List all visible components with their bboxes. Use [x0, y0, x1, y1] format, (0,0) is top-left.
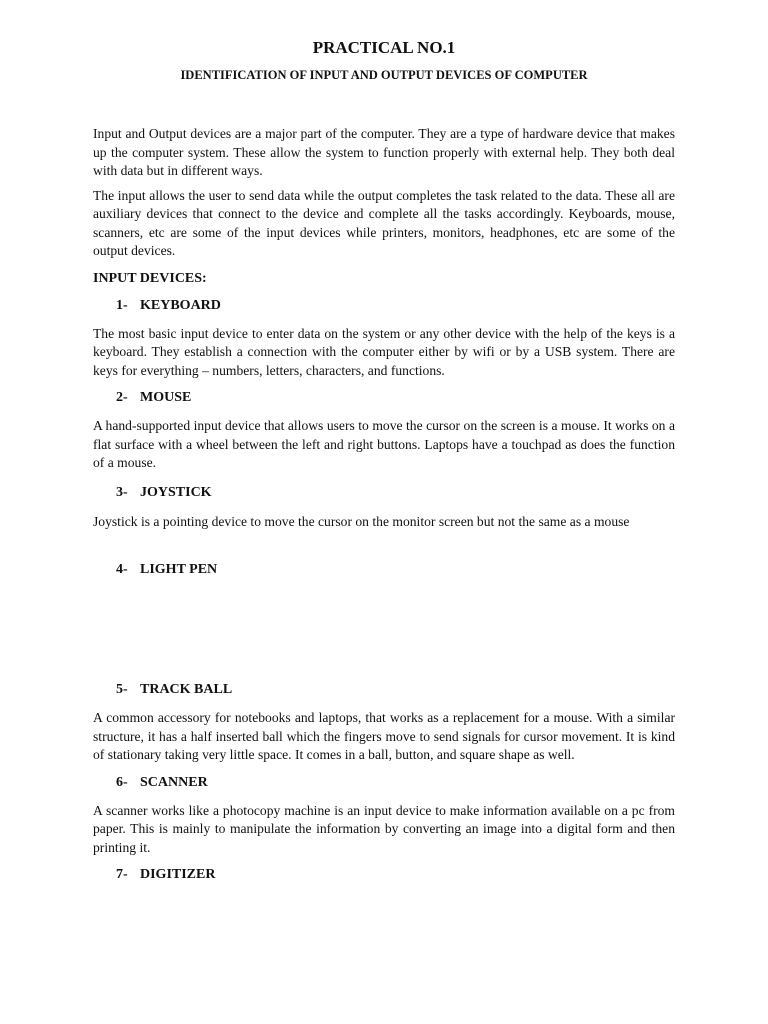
page-subtitle: IDENTIFICATION OF INPUT AND OUTPUT DEVICES OF COMPUTER: [180, 68, 588, 82]
item-description-joystick: Joystick is a pointing device to move the cursor on the monitor screen but not the same as a mouse: [93, 513, 630, 529]
item-number: 7-: [116, 867, 128, 882]
document-body: [93, 125, 675, 884]
intro-paragraph-2: The input allows the user to send data while the output completes the task related to the data. These all are auxiliary devices that connect to the device and complete all the tasks accordingly. Keyboards, mouse, scanners, etc are some of the input devices while printers, monitors, headphones, etc are some of the output devices.: [93, 187, 675, 258]
item-number: 2-: [116, 390, 128, 405]
item-heading-joystick: [93, 484, 675, 502]
item-description-scanner: A scanner works like a photocopy machine is an input device to make information available on a pc from paper. This is mainly to manipulate the information by converting an image into a digital form and then printing it.: [93, 802, 675, 855]
item-name: JOYSTICK: [140, 484, 212, 500]
item-heading-mouse: [93, 389, 675, 407]
item-name: LIGHT PEN: [140, 562, 218, 577]
item-number: 6-: [116, 774, 128, 790]
item-heading-keyboard: [93, 297, 675, 315]
item-name: TRACK BALL: [140, 682, 233, 697]
item-name: KEYBOARD: [140, 297, 221, 313]
item-number: 5-: [116, 682, 128, 697]
item-number: 3-: [116, 484, 128, 500]
item-name: MOUSE: [140, 390, 192, 405]
item-heading-light-pen: [93, 561, 675, 579]
item-name: DIGITIZER: [140, 867, 216, 882]
item-heading-scanner: [93, 774, 675, 792]
item-number: 4-: [116, 562, 128, 577]
intro-paragraph-1: Input and Output devices are a major part of the computer. They are a type of hardware device that makes up the computer system. These allow the system to function properly with external help. They both deal with data but in different ways.: [93, 126, 675, 178]
item-description-keyboard: The most basic input device to enter data on the system or any other device with the help of the keys is a keyboard. They establish a connection with the computer either by wifi or by a USB system. There are keys for everything – numbers, letters, characters, and functions.: [93, 325, 675, 378]
page-title: PRACTICAL NO.1: [312, 38, 456, 57]
item-name: SCANNER: [140, 774, 208, 790]
item-heading-track-ball: [93, 681, 675, 699]
item-heading-digitizer: [93, 866, 675, 884]
item-description-track-ball: A common accessory for notebooks and laptops, that works as a replacement for a mouse. With a similar structure, it has a half inserted ball which the fingers move to send signals for cursor movement. It is kind of stationary taking very little space. It comes in a ball, button, and square shape as well.: [93, 710, 675, 762]
section-heading-input-devices: INPUT DEVICES:: [93, 270, 207, 286]
item-number: 1-: [116, 297, 128, 313]
item-description-mouse: A hand-supported input device that allows users to move the cursor on the screen is a mouse. It works on a flat surface with a wheel between the left and right buttons. Laptops have a touchpad as does the function of a mouse.: [93, 418, 675, 470]
